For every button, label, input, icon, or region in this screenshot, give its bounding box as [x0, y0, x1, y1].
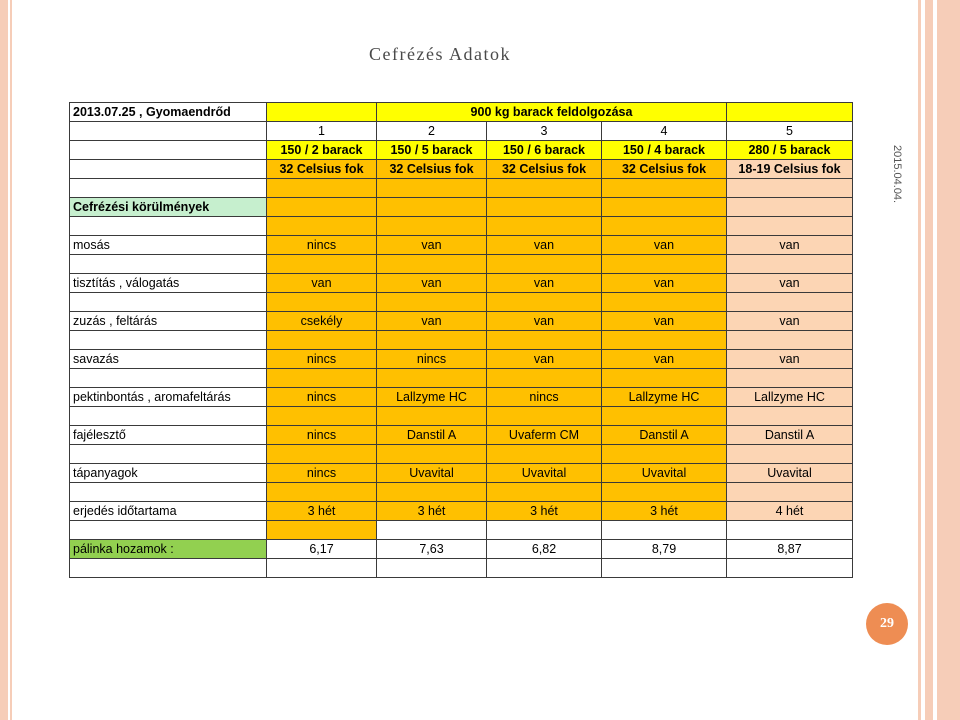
cell-value: Lallzyme HC	[377, 388, 487, 407]
table-row-header	[70, 103, 853, 122]
table-row-spacer	[70, 407, 853, 426]
table-row-spacer	[70, 369, 853, 388]
cell-value: van	[267, 274, 377, 293]
cell-value: Lallzyme HC	[602, 388, 727, 407]
cell-value: van	[727, 312, 853, 331]
table-row	[70, 312, 853, 331]
row-label: savazás	[70, 350, 267, 369]
row-label: pektinbontás , aromafeltárás	[70, 388, 267, 407]
row-label: mosás	[70, 236, 267, 255]
table-row	[70, 464, 853, 483]
cell-value: 3 hét	[602, 502, 727, 521]
cell-value: van	[602, 274, 727, 293]
right-border-stripe	[925, 0, 933, 720]
barack-cell: 150 / 2 barack	[267, 141, 377, 160]
table-row	[70, 350, 853, 369]
table-row-spacer	[70, 293, 853, 312]
cell-value: van	[602, 350, 727, 369]
column-number: 1	[267, 122, 377, 141]
cell-value: nincs	[267, 236, 377, 255]
cell-value: Danstil A	[377, 426, 487, 445]
cell-value: csekély	[267, 312, 377, 331]
barack-cell: 150 / 4 barack	[602, 141, 727, 160]
table-row-numbers	[70, 122, 853, 141]
page-number-badge: 29	[866, 603, 908, 645]
cell-value: Uvavital	[602, 464, 727, 483]
table-row	[70, 388, 853, 407]
column-number: 5	[727, 122, 853, 141]
cell-value: van	[487, 350, 602, 369]
temperature-cell: 18-19 Celsius fok	[727, 160, 853, 179]
cell-value: nincs	[267, 464, 377, 483]
table-row-spacer	[70, 255, 853, 274]
column-number: 3	[487, 122, 602, 141]
table-row	[70, 502, 853, 521]
yield-value: 6,82	[487, 540, 602, 559]
cell-value: van	[377, 312, 487, 331]
cell-value: van	[727, 236, 853, 255]
table-row-spacer	[70, 521, 853, 540]
table-row-conditions	[70, 198, 853, 217]
cell-value: nincs	[267, 350, 377, 369]
yield-value: 8,87	[727, 540, 853, 559]
temperature-cell: 32 Celsius fok	[377, 160, 487, 179]
left-border-stripe	[0, 0, 8, 720]
cell-value: 3 hét	[377, 502, 487, 521]
cell-value: Uvavital	[727, 464, 853, 483]
cell-value: van	[602, 312, 727, 331]
barack-cell: 280 / 5 barack	[727, 141, 853, 160]
temperature-cell: 32 Celsius fok	[487, 160, 602, 179]
table-row-barack	[70, 141, 853, 160]
row-label: tisztítás , válogatás	[70, 274, 267, 293]
cell-value: nincs	[267, 388, 377, 407]
cell-value: van	[602, 236, 727, 255]
cell-value: van	[377, 274, 487, 293]
headline-cell: 900 kg barack feldolgozása	[377, 103, 727, 122]
cell-value: van	[487, 236, 602, 255]
right-border-line	[918, 0, 921, 720]
row-label: tápanyagok	[70, 464, 267, 483]
cell-value: Uvavital	[377, 464, 487, 483]
table-row-spacer	[70, 331, 853, 350]
slide-title: Cefrézés Adatok	[369, 44, 511, 64]
cell-value: 4 hét	[727, 502, 853, 521]
cell-value: nincs	[377, 350, 487, 369]
table-row-spacer	[70, 483, 853, 502]
table-row-spacer	[70, 179, 853, 198]
yield-value: 6,17	[267, 540, 377, 559]
cell-value: Uvavital	[487, 464, 602, 483]
column-number: 2	[377, 122, 487, 141]
right-border-band	[937, 0, 960, 720]
row-label: erjedés időtartama	[70, 502, 267, 521]
table-row-spacer	[70, 559, 853, 578]
table-row-spacer	[70, 217, 853, 236]
cell-value: van	[487, 274, 602, 293]
yield-label: pálinka hozamok :	[70, 540, 267, 559]
cell-value: van	[727, 350, 853, 369]
barack-cell: 150 / 5 barack	[377, 141, 487, 160]
fermentation-data-table	[69, 102, 853, 578]
table-row	[70, 236, 853, 255]
cell-value: nincs	[267, 426, 377, 445]
location-cell: 2013.07.25 , Gyomaendrőd	[70, 103, 267, 122]
cell-value: nincs	[487, 388, 602, 407]
table-row-spacer	[70, 445, 853, 464]
cell-value: Lallzyme HC	[727, 388, 853, 407]
slide-date: 2015.04.04.	[891, 145, 903, 204]
cell-value: 3 hét	[487, 502, 602, 521]
cell-value: van	[727, 274, 853, 293]
yield-value: 8,79	[602, 540, 727, 559]
cell-value: 3 hét	[267, 502, 377, 521]
row-label: fajélesztő	[70, 426, 267, 445]
table-row	[70, 426, 853, 445]
table-row-temperature	[70, 160, 853, 179]
yield-value: 7,63	[377, 540, 487, 559]
column-number: 4	[602, 122, 727, 141]
conditions-label: Cefrézési körülmények	[70, 198, 267, 217]
left-border-line	[10, 0, 12, 720]
table-row-yield	[70, 540, 853, 559]
cell-value: Danstil A	[602, 426, 727, 445]
cell-value: van	[377, 236, 487, 255]
cell-value: Danstil A	[727, 426, 853, 445]
barack-cell: 150 / 6 barack	[487, 141, 602, 160]
cell-value: Uvaferm CM	[487, 426, 602, 445]
cell-value: van	[487, 312, 602, 331]
table-row	[70, 274, 853, 293]
temperature-cell: 32 Celsius fok	[602, 160, 727, 179]
temperature-cell: 32 Celsius fok	[267, 160, 377, 179]
row-label: zuzás , feltárás	[70, 312, 267, 331]
